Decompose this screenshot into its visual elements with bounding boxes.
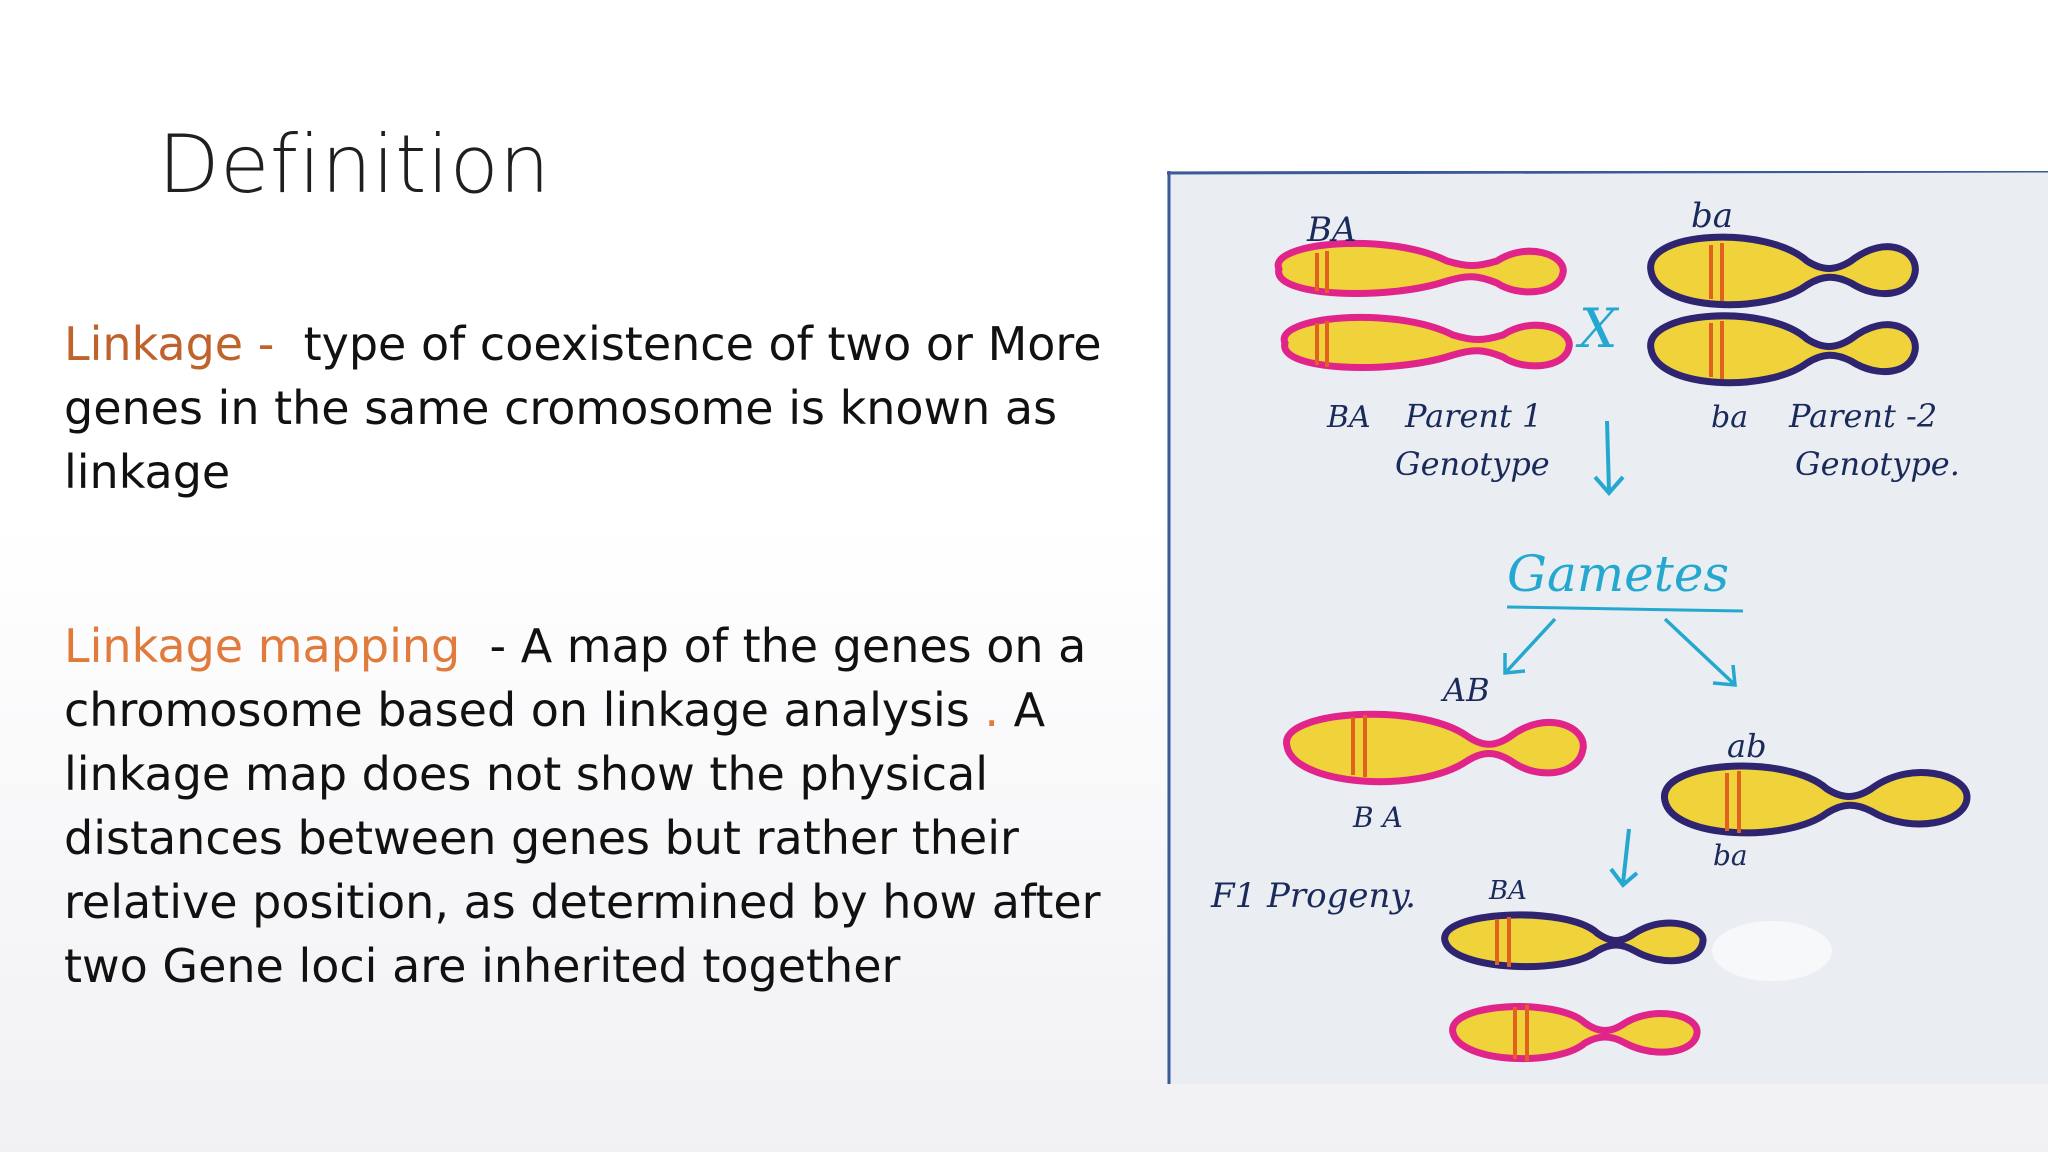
linkage-definition: type of coexistence of two or More genes in the same cromosome is known as linkage (64, 317, 1102, 499)
label-gamete2-top: ab (1727, 727, 1767, 765)
linkage-diagram (1167, 171, 2048, 1084)
linkage-mapping-definition-part2: A linkage map does not show the physical distances between genes but rather their relative position, as determined by how after two Gene loci are inherited together (64, 683, 1101, 993)
label-parent1: Parent 1 (1405, 397, 1543, 435)
label-p1-top: BA (1307, 210, 1357, 250)
parent1-chromosome-bottom (1284, 317, 1569, 367)
label-gamete2-bottom: ba (1713, 839, 1748, 872)
label-p2-top: ba (1691, 196, 1734, 236)
linkage-mapping-definition-part1: - A map of the genes on a chromosome based on linkage analysis (64, 619, 1087, 737)
orange-dot: . (984, 683, 1000, 737)
label-gamete1-top: AB (1443, 671, 1490, 709)
label-p2-bottom: ba (1711, 400, 1749, 435)
label-gamete1-bottom: B A (1353, 801, 1403, 834)
label-f1-progeny: F1 Progeny. (1211, 876, 1416, 916)
label-genotype1: Genotype (1395, 445, 1550, 483)
label-p1-bottom: BA (1327, 400, 1371, 435)
linkage-mapping-term: Linkage mapping (64, 619, 461, 673)
label-f1-top: BA (1489, 876, 1527, 906)
linkage-paragraph (64, 312, 1124, 504)
label-genotype2: Genotype. (1795, 445, 1960, 483)
parent2-chromosome-top (1651, 237, 1916, 304)
f1-chromosome-bottom (1453, 1005, 1697, 1061)
linkage-mapping-paragraph (64, 614, 1124, 998)
linkage-diagram-photo (1167, 171, 2048, 1084)
label-cross: X (1579, 297, 1618, 360)
label-gametes: Gametes (1507, 545, 1730, 603)
parent1-chromosome-top (1278, 243, 1563, 293)
glare (1712, 921, 1832, 981)
f1-chromosome-top (1445, 915, 1703, 967)
slide-title: Definition (158, 118, 551, 211)
parent2-chromosome-bottom (1651, 316, 1916, 383)
linkage-term: Linkage - (64, 317, 275, 371)
paper-edge-top (1167, 171, 2048, 173)
gamete1-chromosome (1286, 714, 1583, 781)
label-parent2: Parent -2 (1789, 397, 1938, 435)
